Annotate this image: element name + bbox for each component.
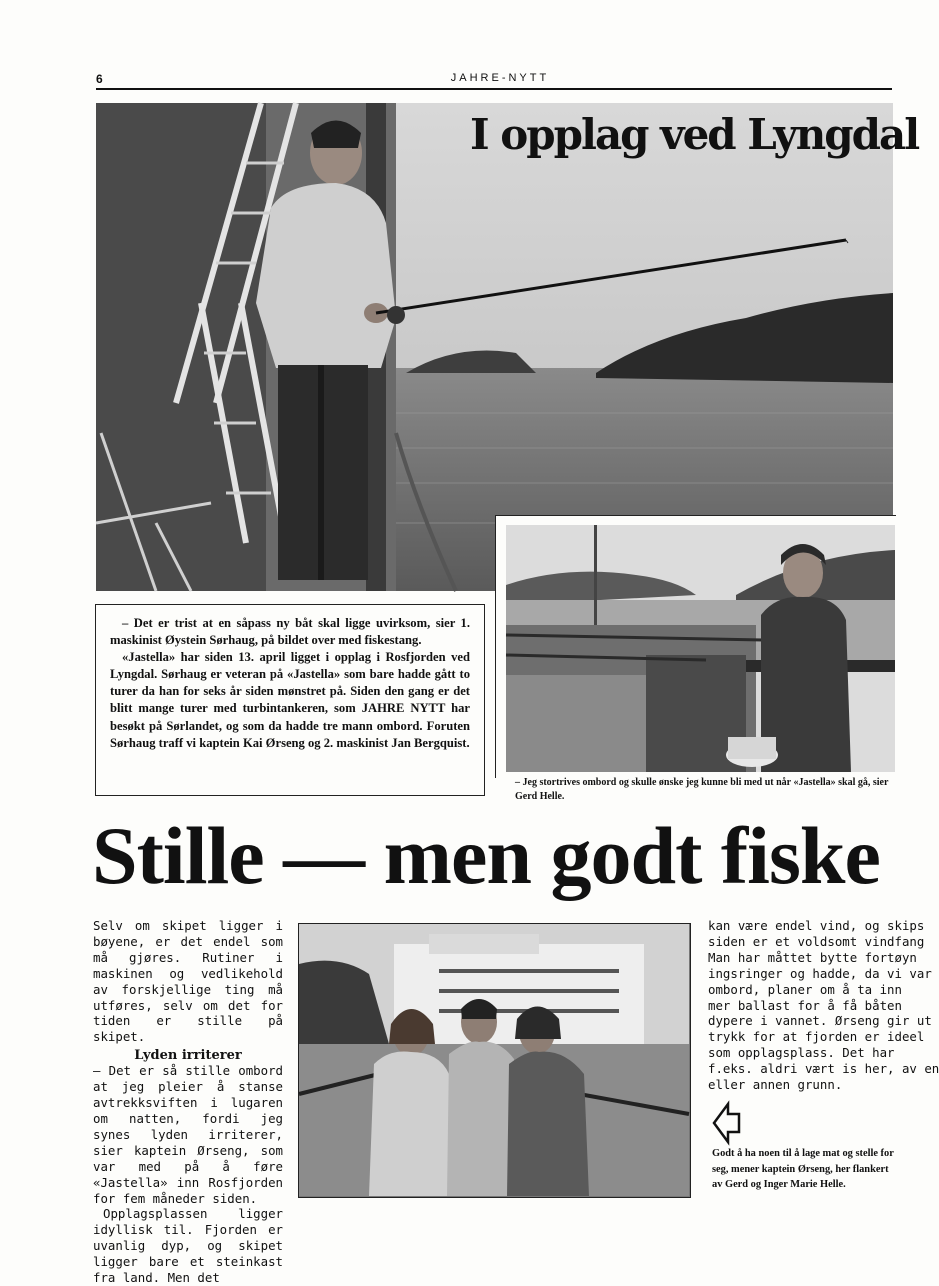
body-paragraph: Opplagsplassen ligger idyllisk til. Fjorden er uvanlig dyp, og skipet ligger bare et steinkast fra land. Men det — [93, 1206, 283, 1286]
body-line: eller annen grunn. — [708, 1077, 843, 1093]
body-line: dypere i vannet. Ørseng gir ut — [708, 1013, 932, 1029]
body-line: siden er et voldsomt vindfang — [708, 933, 925, 949]
body-line: ombord, planer om å ta inn — [708, 981, 902, 997]
body-line: trykk for at fjorden er ideel — [708, 1029, 925, 1045]
body-paragraph: Selv om skipet ligger i bøyene, er det endel som må gjøres. Rutiner i maskinen og vedlikehold av forskjellige ting må utføres, selv om det for tiden er stille på skipet. — [93, 918, 283, 1045]
headline: Stille — men godt fiske — [92, 810, 880, 901]
article-title: I opplag ved Lyngdal — [470, 110, 919, 159]
group-photo — [298, 923, 691, 1198]
woman-photo — [506, 525, 895, 772]
group-photo-caption: Godt å ha noen til å lage mat og stelle for seg, mener kaptein Ørseng, her flankert av Gerd og Inger Marie Helle. — [712, 1148, 894, 1191]
header-rule — [96, 88, 892, 90]
woman-photo-caption: – Jeg stortrives ombord og skulle ønske jeg kunne bli med ut når «Jastella» skal gå, sier Gerd Helle. — [515, 777, 889, 802]
body-line: kan være endel vind, og skips — [708, 918, 925, 933]
body-line: ingsringer og hadde, da vi var — [708, 965, 932, 981]
body-paragraph: – Det er så stille ombord at jeg pleier å stanse avtrekksviften i lugaren om natten, fordi jeg synes lyden irriterer, sier kaptein Ørseng, som var med på å føre «Jastella» inn Rosfjorden for fem måneder siden. — [93, 1063, 283, 1206]
subheading: Lyden irriterer — [134, 1048, 242, 1064]
running-head: JAHRE-NYTT — [450, 72, 550, 84]
left-column — [93, 918, 283, 1286]
right-column — [708, 918, 939, 1093]
arrow-left-icon — [712, 1098, 742, 1148]
body-line: Man har måttet bytte fortøyn — [708, 949, 917, 965]
body-line: mer ballast for å få båten — [708, 997, 902, 1013]
caption-box — [95, 604, 485, 796]
body-line: f.eks. aldri vært is her, av en — [708, 1061, 939, 1077]
body-line: som opplagsplass. Det har — [708, 1045, 895, 1061]
page-number: 6 — [96, 72, 104, 86]
caption-paragraph: – Det er trist at en såpass ny båt skal ligge uvirksom, sier 1. maskinist Øystein Sørhaug, på bildet over med fiskestang. — [110, 616, 470, 648]
caption-paragraph: «Jastella» har siden 13. april ligget i opplag i Rosfjorden ved Lyngdal. Sørhaug er veteran på «Jastella» som bare hadde gått to turer da han for seks år siden mønstret på. Siden den gang er det blitt mange turer med turbintankeren, som JAHRE NYTT har besøkt på Sørlandet, og som da hadde tre mann ombord. Foruten Sørhaug traff vi kaptein Kai Ørseng og 2. maskinist Jan Bergquist. — [110, 650, 470, 750]
